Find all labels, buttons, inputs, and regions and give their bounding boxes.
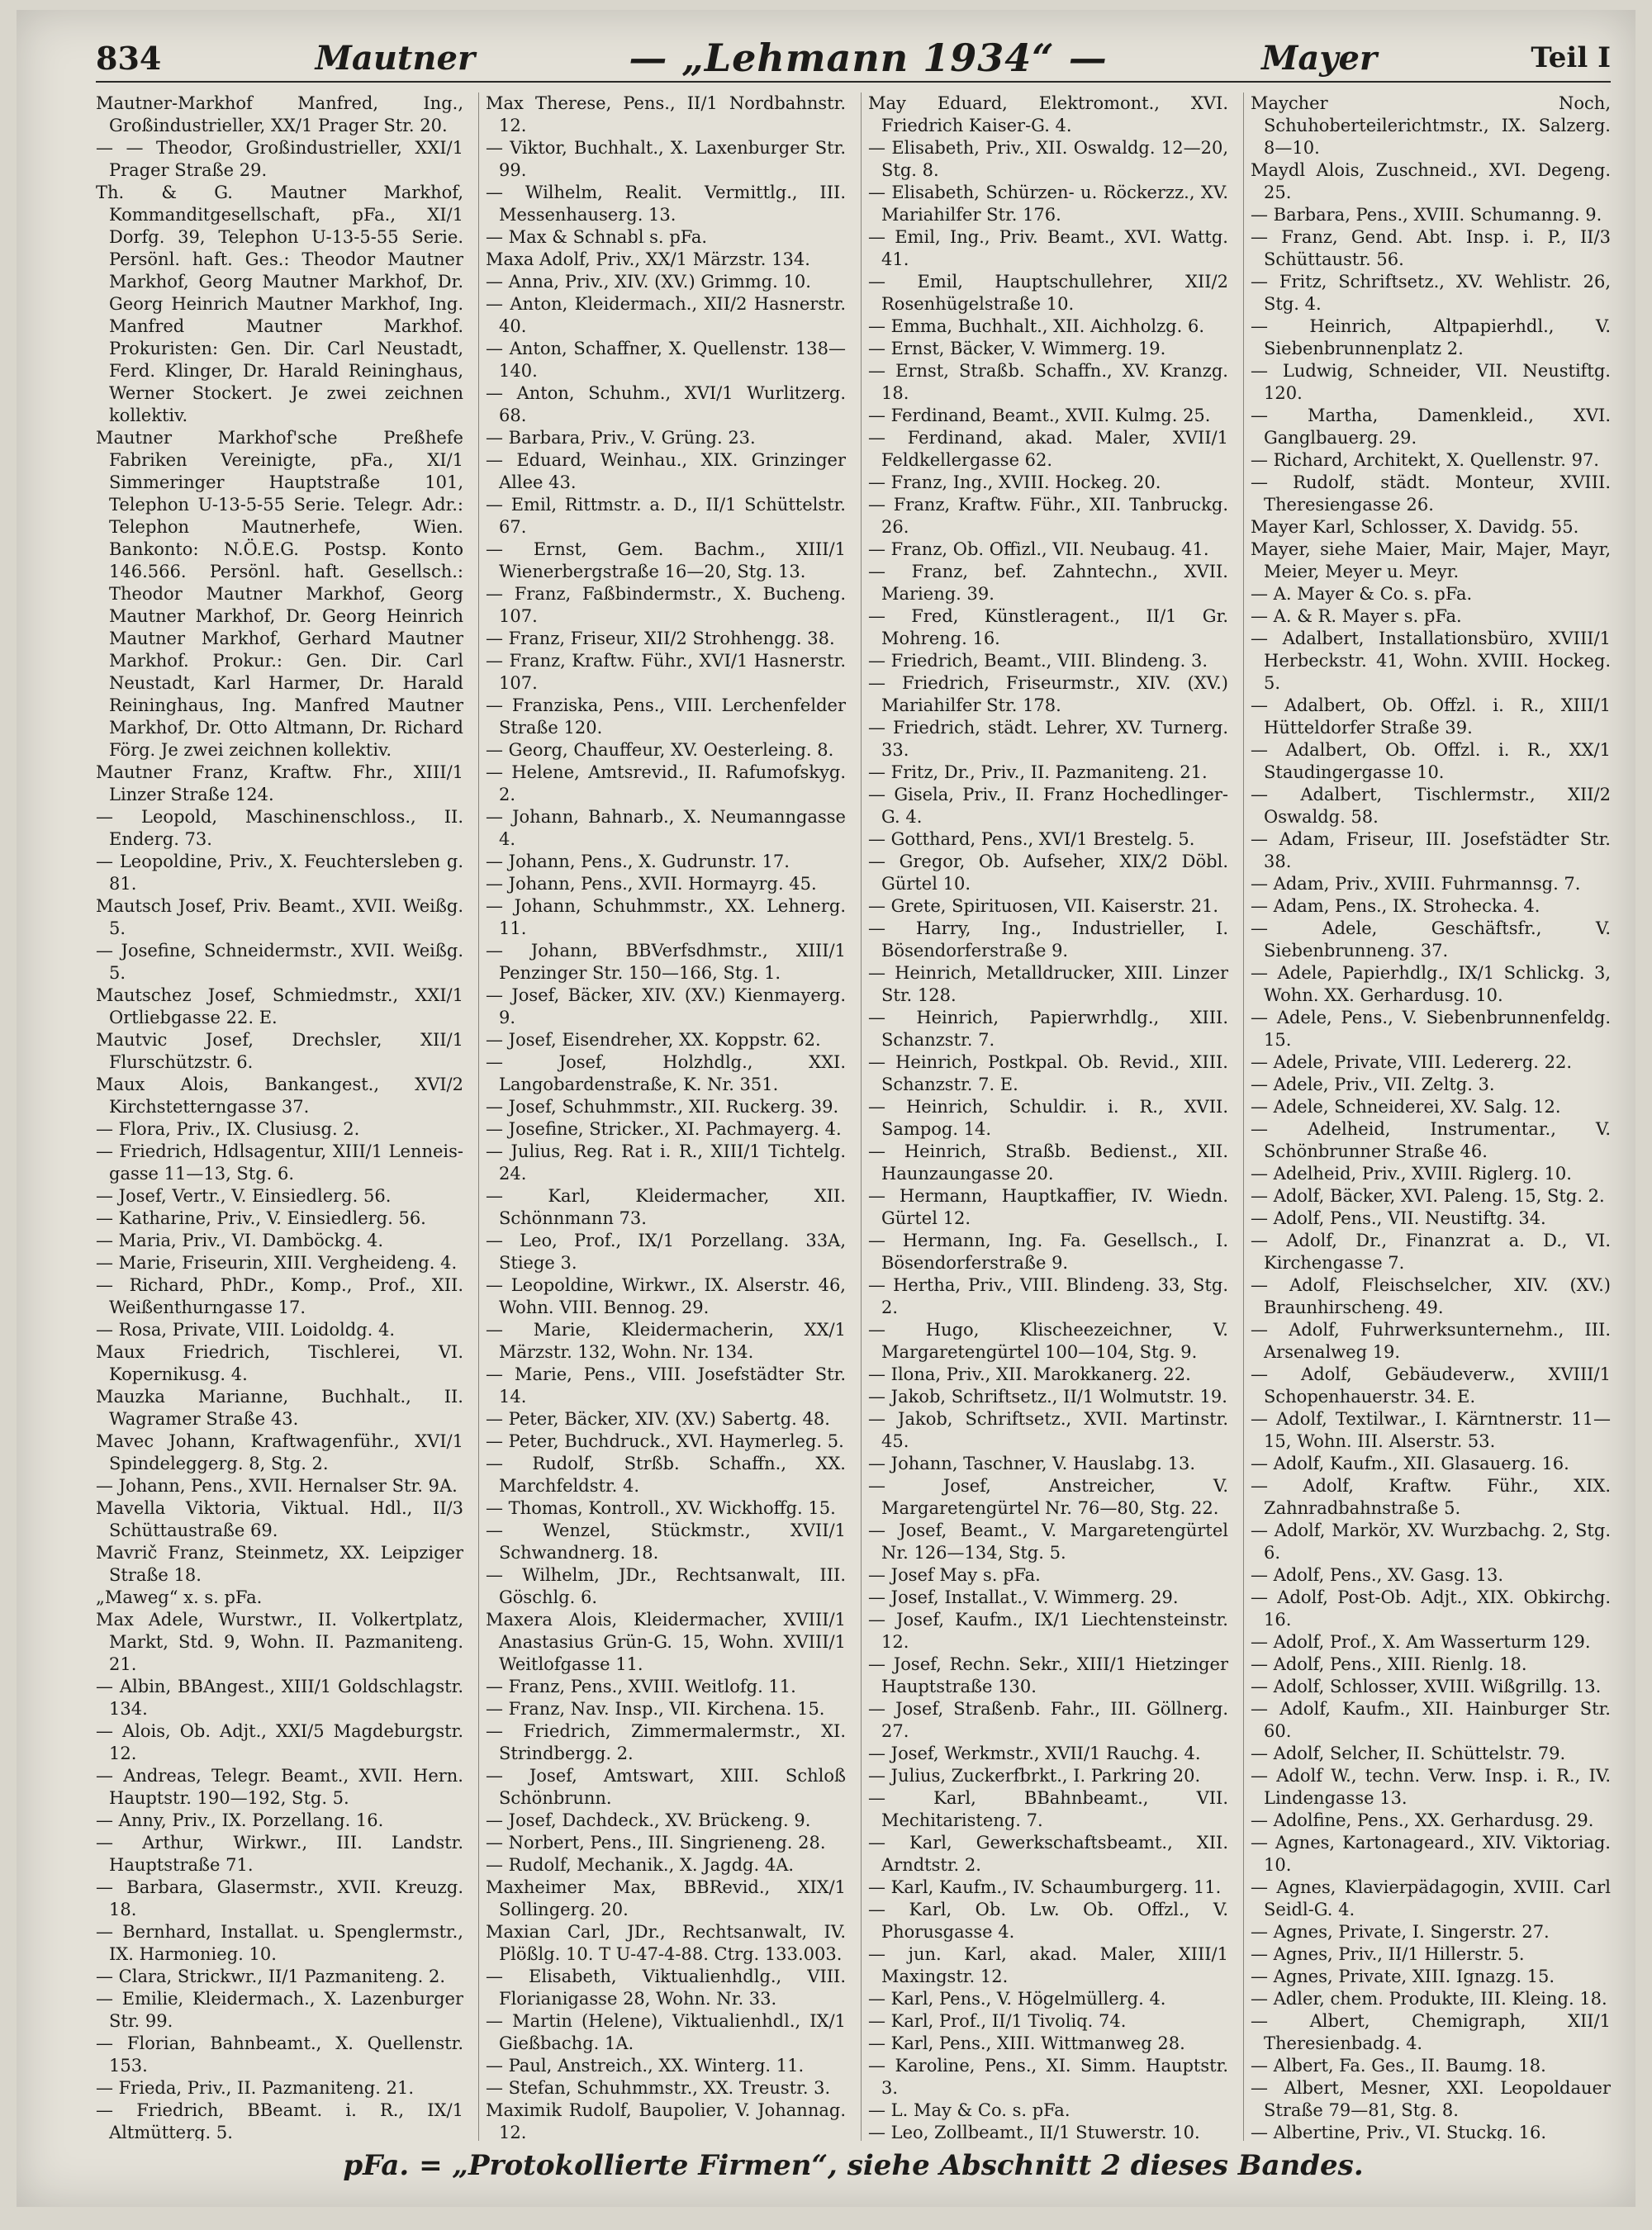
directory-entry: — Rudolf, städt. Monteur, XVIII. Theresiengasse 26. (1251, 472, 1611, 515)
directory-entry: — Josefine, Stricker., XI. Pachmayerg. 4. (486, 1119, 842, 1139)
column-4 (1243, 93, 1611, 2141)
column-1 (96, 93, 463, 2141)
directory-entry: — Karl, Pens., XIII. Wittmanweg 28. (868, 2033, 1185, 2053)
directory-entry: — Josef, Rechn. Sekr., XIII/1 Hietzinger Hauptstraße 130. (868, 1654, 1228, 1696)
directory-entry: — Johann, Pens., XVII. Hormayrg. 45. (486, 874, 817, 894)
directory-entry: — Anton, Schuhm., XVI/1 Wurlitzerg. 68. (486, 383, 846, 425)
directory-entry: — Adolf, Pens., VII. Neustiftg. 34. (1251, 1208, 1546, 1228)
directory-entry: — Adolf, Selcher, II. Schüttelstr. 79. (1251, 1744, 1566, 1763)
directory-entry: — Josef, Vertr., V. Einsiedlerg. 56. (96, 1186, 392, 1206)
directory-entry: — Richard, Architekt, X. Quellenstr. 97. (1251, 450, 1599, 470)
directory-entry: Mavec Johann, Kraftwagenführ., XVI/1 Spindeleggerg. 8, Stg. 2. (96, 1431, 463, 1473)
directory-entry: — Josef, Straßenb. Fahr., III. Göllnerg. 27. (868, 1699, 1228, 1741)
directory-entry: — Adolfine, Pens., XX. Gerhardusg. 29. (1251, 1810, 1594, 1830)
directory-entry: — Gregor, Ob. Aufseher, XIX/2 Döbl. Gürtel 10. (868, 852, 1228, 894)
directory-entry: — Adelheid, Priv., XVIII. Riglerg. 10. (1251, 1164, 1572, 1184)
directory-entry: — Peter, Bäcker, XIV. (XV.) Sabertg. 48. (486, 1409, 830, 1429)
column-2 (478, 93, 846, 2141)
directory-entry: — Franz, Ing., XVIII. Hockeg. 20. (868, 472, 1161, 492)
directory-entry: — Adele, Private, VIII. Ledererg. 22. (1251, 1052, 1573, 1072)
directory-entry: Maxera Alois, Kleidermacher, XVIII/1 Anastasius Grün-G. 15, Wohn. XVIII/1 Weitlofgasse 11. (486, 1610, 846, 1674)
directory-entry: Maxian Carl, JDr., Rechtsanwalt, IV. Plößlg. 10. T U-47-4-88. Ctrg. 133.003. (486, 1922, 846, 1964)
directory-entry: — Adolf, Fuhrwerksunternehm., III. Arsenalweg 19. (1251, 1320, 1611, 1362)
directory-entry: Th. & G. Mautner Markhof, Kommanditgesellschaft, pFa., XI/1 Dorfg. 39, Telephon U-13-5-55 Serie. Persönl. haft. Ges.: Theodor Mautner Markhof, Georg Mautner Markhof, Dr. Georg Heinrich Mautner Markhof, Ing. Manfred Mautner Markhof. Prokuristen: Gen. Dir. Carl Neustadt, Ferd. Klinger, Dr. Harald Reininghaus, Werner Stockert. Je zwei zeichnen kollektiv. (96, 183, 463, 425)
directory-entry: — A. & R. Mayer s. pFa. (1251, 606, 1462, 626)
directory-entry: — Karl, Prof., II/1 Tivoliq. 74. (868, 2011, 1127, 2031)
directory-entry: — Barbara, Glasermstr., XVII. Kreuzg. 18. (96, 1877, 463, 1919)
directory-entry: Maxheimer Max, BBRevid., XIX/1 Sollingerg. 20. (486, 1877, 846, 1919)
directory-entry: — Franz, Faßbindermstr., X. Bucheng. 107. (486, 584, 846, 626)
directory-entry: Maydl Alois, Zuschneid., XVI. Degeng. 25. (1251, 160, 1611, 202)
directory-entry: — Anna, Priv., XIV. (XV.) Grimmg. 10. (486, 272, 811, 292)
directory-entry: — Josef, Dachdeck., XV. Brückeng. 9. (486, 1810, 811, 1830)
directory-entry: — Barbara, Priv., V. Grüng. 23. (486, 428, 756, 448)
directory-entry: — Hermann, Ing. Fa. Gesellsch., I. Bösendorferstraße 9. (868, 1231, 1228, 1273)
directory-entry: — Fritz, Dr., Priv., II. Pazmaniteng. 21. (868, 762, 1208, 782)
directory-entry: — Franz, Nav. Insp., VII. Kirchena. 15. (486, 1699, 825, 1719)
header-right-word: Mayer (1261, 38, 1378, 78)
directory-entry: — Karl, Gewerkschaftsbeamt., XII. Arndtstr. 2. (868, 1833, 1228, 1875)
directory-entry: — Franz, bef. Zahntechn., XVII. Marieng. 39. (868, 562, 1228, 604)
directory-entry: — Ferdinand, Beamt., XVII. Kulmg. 25. (868, 406, 1211, 425)
directory-entry: — Emilie, Kleidermach., X. Lazenburger Str. 99. (96, 1989, 463, 2031)
directory-entry: — Adolf, Gebäudeverw., XVIII/1 Schopenhauerstr. 34. E. (1251, 1364, 1611, 1407)
directory-entry: — Adalbert, Installationsbüro, XVIII/1 Herbeckstr. 41, Wohn. XVIII. Hockeg. 5. (1251, 629, 1611, 693)
directory-entry: — Ilona, Priv., XII. Marokkanerg. 22. (868, 1364, 1191, 1384)
directory-entry: — Fred, Künstleragent., II/1 Gr. Mohreng. 16. (868, 606, 1228, 648)
directory-entry: — Karoline, Pens., XI. Simm. Hauptstr. 3. (868, 2056, 1228, 2098)
directory-entry: — Julius, Zuckerfbrkt., I. Parkring 20. (868, 1766, 1201, 1786)
directory-entry: — Ernst, Gem. Bachm., XIII/1 Wienerbergstraße 16—20, Stg. 13. (486, 539, 846, 581)
directory-entry: — Anton, Kleidermach., XII/2 Hasnerstr. 40. (486, 294, 846, 336)
directory-entry: — Norbert, Pens., III. Singrieneng. 28. (486, 1833, 826, 1853)
directory-entry: — Leo, Zollbeamt., II/1 Stuwerstr. 10. (868, 2123, 1200, 2141)
directory-entry: — Adolf, Textilwar., I. Kärntnerstr. 11—15, Wohn. III. Alserstr. 53. (1251, 1409, 1611, 1451)
directory-entry: — Leopoldine, Wirkwr., IX. Alserstr. 46, Wohn. VIII. Bennog. 29. (486, 1275, 846, 1317)
directory-entry: — Heinrich, Schuldir. i. R., XVII. Sampog. 14. (868, 1097, 1228, 1139)
directory-entry: — Karl, BBahnbeamt., VII. Mechitaristeng. 7. (868, 1788, 1228, 1830)
directory-entry: — Marie, Pens., VIII. Josefstädter Str. 14. (486, 1364, 846, 1407)
directory-entry: — Friedrich, Hdlsagentur, XIII/1 Lenneisgasse 11—13, Stg. 6. (96, 1141, 463, 1184)
directory-entry: Maycher Noch, Schuhoberteilerichtmstr., IX. Salzerg. 8—10. (1251, 93, 1611, 158)
directory-entry: — Josef, Installat., V. Wimmerg. 29. (868, 1587, 1179, 1607)
directory-entry: — Thomas, Kontroll., XV. Wickhoffg. 15. (486, 1498, 836, 1518)
directory-entry: — Marie, Kleidermacherin, XX/1 Märzstr. 132, Wohn. Nr. 134. (486, 1320, 846, 1362)
directory-entry: — Adalbert, Ob. Offzl. i. R., XX/1 Staudingergasse 10. (1251, 740, 1611, 782)
directory-entry: — Adolf, Prof., X. Am Wasserturm 129. (1251, 1632, 1591, 1652)
directory-entry: — Karl, Kaufm., IV. Schaumburgerg. 11. (868, 1877, 1222, 1897)
directory-entry: — Karl, Pens., V. Högelmüllerg. 4. (868, 1989, 1166, 2009)
directory-entry: — Frieda, Priv., II. Pazmaniteng. 21. (96, 2078, 414, 2098)
directory-entry: — L. May & Co. s. pFa. (868, 2100, 1070, 2120)
directory-entry: — — Theodor, Großindustrieller, XXI/1 Prager Straße 29. (96, 138, 463, 180)
directory-entry: — Josef, Holzhdlg., XXI. Langobardenstraße, K. Nr. 351. (486, 1052, 846, 1094)
directory-entry: — Leopoldine, Priv., X. Feuchtersleben g. 81. (96, 852, 463, 894)
directory-entry: — Franziska, Pens., VIII. Lerchenfelder Straße 120. (486, 695, 846, 738)
directory-entry: — Johann, BBVerfsdhmstr., XIII/1 Penzinger Str. 150—166, Stg. 1. (486, 941, 846, 983)
directory-entry: Maux Friedrich, Tischlerei, VI. Kopernikusg. 4. (96, 1342, 463, 1384)
directory-entry: Mavrič Franz, Steinmetz, XX. Leipziger Straße 18. (96, 1543, 463, 1585)
directory-entry: — Heinrich, Straßb. Bedienst., XII. Haunzaungasse 20. (868, 1141, 1228, 1184)
directory-entry: — Wilhelm, JDr., Rechtsanwalt, III. Göschlg. 6. (486, 1565, 846, 1607)
directory-entry: — Josef, Amtswart, XIII. Schloß Schönbrunn. (486, 1766, 846, 1808)
directory-entry: — Martha, Damenkleid., XVI. Ganglbauerg. 29. (1251, 406, 1611, 448)
directory-entry: Maximik Rudolf, Baupolier, V. Johannag. 12. (486, 2100, 846, 2141)
directory-entry: — Josef, Eisendreher, XX. Koppstr. 62. (486, 1030, 821, 1050)
directory-entry: — jun. Karl, akad. Maler, XIII/1 Maxingstr. 12. (868, 1944, 1228, 1986)
directory-entry: — Maria, Priv., VI. Damböckg. 4. (96, 1231, 384, 1250)
directory-entry: — Adele, Priv., VII. Zeltg. 3. (1251, 1075, 1495, 1094)
directory-entry: — Agnes, Klavierpädagogin, XVIII. Carl Seidl-G. 4. (1251, 1877, 1611, 1919)
directory-entry: — Albert, Fa. Ges., II. Baumg. 18. (1251, 2056, 1546, 2076)
directory-entry: Max Adele, Wurstwr., II. Volkertplatz, Markt, Std. 9, Wohn. II. Pazmaniteng. 21. (96, 1610, 463, 1674)
directory-entry: — Josef, Beamt., V. Margaretengürtel Nr. 126—134, Stg. 5. (868, 1521, 1228, 1563)
directory-entry: — Josef, Schuhmmstr., XII. Ruckerg. 39. (486, 1097, 839, 1117)
directory-entry: — Emil, Ing., Priv. Beamt., XVI. Wattg. 41. (868, 227, 1228, 269)
directory-entry: — Hertha, Priv., VIII. Blindeng. 33, Stg. 2. (868, 1275, 1228, 1317)
directory-entry: — Adele, Pens., V. Siebenbrunnenfeldg. 15. (1251, 1008, 1611, 1050)
directory-entry: — Johann, Taschner, V. Hauslabg. 13. (868, 1454, 1196, 1473)
directory-entry: — Adalbert, Tischlermstr., XII/2 Oswaldg. 58. (1251, 785, 1611, 827)
directory-entry: — Johann, Schuhmmstr., XX. Lehnerg. 11. (486, 896, 846, 938)
directory-entry: — Adam, Priv., XVIII. Fuhrmannsg. 7. (1251, 874, 1581, 894)
directory-entry: — Gisela, Priv., II. Franz Hochedlinger-G. 4. (868, 785, 1228, 827)
directory-entry: — Adolf, Schlosser, XVIII. Wißgrillg. 13. (1251, 1677, 1602, 1696)
directory-entry: — Adolf, Pens., XIII. Rienlg. 18. (1251, 1654, 1527, 1674)
directory-entry: — Peter, Buchdruck., XVI. Haymerleg. 5. (486, 1431, 844, 1451)
directory-entry: — Adele, Papierhdlg., IX/1 Schlickg. 3, Wohn. XX. Gerhardusg. 10. (1251, 963, 1611, 1005)
directory-entry: — Johann, Pens., X. Gudrunstr. 17. (486, 852, 790, 871)
directory-entry: — Martin (Helene), Viktualienhdl., IX/1 Gießbachg. 1A. (486, 2011, 846, 2053)
directory-entry: — Albert, Mesner, XXI. Leopoldauer Straße 79—81, Stg. 8. (1251, 2078, 1611, 2120)
directory-entry: — Adolf, Post-Ob. Adjt., XIX. Obkirchg. 16. (1251, 1587, 1611, 1630)
directory-entry: — Ernst, Bäcker, V. Wimmerg. 19. (868, 339, 1166, 358)
directory-entry: Mautschez Josef, Schmiedmstr., XXI/1 Ortliebgasse 22. E. (96, 985, 463, 1027)
directory-entry: — Ferdinand, akad. Maler, XVII/1 Feldkellergasse 62. (868, 428, 1228, 470)
directory-entry: — Josef, Kaufm., IX/1 Liechtensteinstr. 12. (868, 1610, 1228, 1652)
directory-entry: — Alois, Ob. Adjt., XXI/5 Magdeburgstr. 12. (96, 1721, 463, 1763)
directory-entry: — Eduard, Weinhau., XIX. Grinzinger Allee 43. (486, 450, 846, 492)
directory-entry: — Fritz, Schriftsetz., XV. Wehlistr. 26, Stg. 4. (1251, 272, 1611, 314)
directory-page (17, 10, 1635, 2207)
directory-entry: — Hugo, Klischeezeichner, V. Margaretengürtel 100—104, Stg. 9. (868, 1320, 1228, 1362)
directory-entry: — Stefan, Schuhmmstr., XX. Treustr. 3. (486, 2078, 831, 2098)
directory-entry: — Heinrich, Metalldrucker, XIII. Linzer Str. 128. (868, 963, 1228, 1005)
directory-entry: — Arthur, Wirkwr., III. Landstr. Hauptstraße 71. (96, 1833, 463, 1875)
directory-entry: — Josef, Bäcker, XIV. (XV.) Kienmayerg. 9. (486, 985, 846, 1027)
directory-entry: — Adolf, Kaufm., XII. Hainburger Str. 60. (1251, 1699, 1611, 1741)
directory-entry: — Anny, Priv., IX. Porzellang. 16. (96, 1810, 384, 1830)
directory-entry: — Franz, Pens., XVIII. Weitlofg. 11. (486, 1677, 796, 1696)
directory-entry: — Richard, PhDr., Komp., Prof., XII. Weißenthurngasse 17. (96, 1275, 463, 1317)
directory-entry: — Florian, Bahnbeamt., X. Quellenstr. 153. (96, 2033, 463, 2076)
directory-entry: — Viktor, Buchhalt., X. Laxenburger Str. 99. (486, 138, 846, 180)
directory-entry: „Maweg“ x. s. pFa. (96, 1587, 263, 1607)
directory-entry: — Friedrich, Friseurmstr., XIV. (XV.) Mariahilfer Str. 178. (868, 673, 1228, 715)
directory-entry: — Jakob, Schriftsetz., II/1 Wolmutstr. 19. (868, 1387, 1227, 1407)
directory-entry: — Adelheid, Instrumentar., V. Schönbrunner Straße 46. (1251, 1119, 1611, 1161)
directory-entry: Mayer Karl, Schlosser, X. Davidg. 55. (1251, 517, 1579, 537)
directory-entry: — Gotthard, Pens., XVI/1 Brestelg. 5. (868, 829, 1195, 849)
directory-entry: — Bernhard, Installat. u. Spenglermstr., IX. Harmonieg. 10. (96, 1922, 463, 1964)
page-number: 834 (96, 39, 162, 77)
directory-entry: — Leo, Prof., IX/1 Porzellang. 33A, Stiege 3. (486, 1231, 846, 1273)
directory-entry: Mautvic Josef, Drechsler, XII/1 Flurschützstr. 6. (96, 1030, 463, 1072)
directory-entry: Mautner Franz, Kraftw. Fhr., XIII/1 Linzer Straße 124. (96, 762, 463, 804)
directory-entry: — Franz, Kraftw. Führ., XII. Tanbruckg. 26. (868, 495, 1228, 537)
directory-entry: — Johann, Bahnarb., X. Neumanngasse 4. (486, 807, 846, 849)
directory-entry: — Albert, Chemigraph, XII/1 Theresienbadg. 4. (1251, 2011, 1611, 2053)
directory-entry: — Josef, Werkmstr., XVII/1 Rauchg. 4. (868, 1744, 1201, 1763)
directory-entry: — Agnes, Private, I. Singerstr. 27. (1251, 1922, 1550, 1942)
directory-entry: — Helene, Amtsrevid., II. Rafumofskyg. 2. (486, 762, 846, 804)
directory-entry: — Adolf, Pens., XV. Gasg. 13. (1251, 1565, 1504, 1585)
directory-entry: — Albertine, Priv., VI. Stuckg. 16. (1251, 2123, 1547, 2141)
directory-entry: — Marie, Friseurin, XIII. Vergheideng. 4. (96, 1253, 458, 1273)
directory-entry: — Josef May s. pFa. (868, 1565, 1041, 1585)
directory-entry: — Emma, Buchhalt., XII. Aichholzg. 6. (868, 316, 1205, 336)
directory-entry: — Paul, Anstreich., XX. Winterg. 11. (486, 2056, 805, 2076)
directory-entry: — Karl, Kleidermacher, XII. Schönnmann 73. (486, 1186, 846, 1228)
directory-entry: Mavella Viktoria, Viktual. Hdl., II/3 Schüttaustraße 69. (96, 1498, 463, 1540)
header-part: Teil I (1531, 41, 1611, 74)
directory-entry: — Ludwig, Schneider, VII. Neustiftg. 120. (1251, 361, 1611, 403)
directory-entry: Max Therese, Pens., II/1 Nordbahnstr. 12. (486, 93, 846, 135)
directory-entry: — Franz, Kraftw. Führ., XVI/1 Hasnerstr. 107. (486, 651, 846, 693)
directory-entry: — A. Mayer & Co. s. pFa. (1251, 584, 1473, 604)
directory-entry: Mayer, siehe Maier, Mair, Majer, Mayr, Meier, Meyer u. Meyr. (1251, 539, 1611, 581)
directory-entry: — Adolf, Kraftw. Führ., XIX. Zahnradbahnstraße 5. (1251, 1476, 1611, 1518)
directory-columns (96, 93, 1611, 2141)
directory-entry: — Emil, Hauptschullehrer, XII/2 Rosenhügelstraße 10. (868, 272, 1228, 314)
page-footer: pFa. = „Protokollierte Firmen“, siehe Abschnitt 2 dieses Bandes. (343, 2149, 1364, 2182)
directory-entry: — Georg, Chauffeur, XV. Oesterleing. 8. (486, 740, 834, 760)
page-header (96, 35, 1611, 83)
directory-entry: — Rosa, Private, VIII. Loidoldg. 4. (96, 1320, 396, 1340)
directory-entry: — Friedrich, BBeamt. i. R., IX/1 Altmütterg. 5. (96, 2100, 463, 2141)
directory-entry: — Grete, Spirituosen, VII. Kaiserstr. 21. (868, 896, 1219, 916)
directory-entry: Mauzka Marianne, Buchhalt., II. Wagramer Straße 43. (96, 1387, 463, 1429)
directory-entry: — Agnes, Priv., II/1 Hillerstr. 5. (1251, 1944, 1525, 1964)
directory-entry: — Adler, chem. Produkte, III. Kleing. 18. (1251, 1989, 1607, 2009)
directory-entry: — Adele, Schneiderei, XV. Salg. 12. (1251, 1097, 1561, 1117)
directory-entry: Mautner Markhof'sche Preßhefe Fabriken Vereinigte, pFa., XI/1 Simmeringer Hauptstraße 101, Telephon U-13-5-55 Serie. Telegr. Adr.: Telephon Mautnerhefe, Wien. Bankonto: N.Ö.E.G. Postsp. Konto 146.566. Persönl. haft. Gesellsch.: Theodor Mautner Markhof, Georg Mautner Markhof, Dr. Georg Heinrich Mautner Markhof, Gerhard Mautner Markhof. Prokur.: Gen. Dir. Carl Neustadt, Karl Harmer, Dr. Harald Reininghaus, Ing. Manfred Mautner Markhof, Dr. Otto Altmann, Dr. Richard Förg. Je zwei zeichnen kollektiv. (96, 428, 463, 760)
directory-entry: — Clara, Strickwr., II/1 Pazmaniteng. 2. (96, 1967, 446, 1986)
directory-entry: — Wilhelm, Realit. Vermittlg., III. Messenhauserg. 13. (486, 183, 846, 225)
column-3 (861, 93, 1228, 2141)
header-title: — „Lehmann 1934“ — (629, 36, 1108, 80)
directory-entry: — Adele, Geschäftsfr., V. Siebenbrunneng. 37. (1251, 918, 1611, 961)
directory-entry: — Heinrich, Postkpal. Ob. Revid., XIII. Schanzstr. 7. E. (868, 1052, 1228, 1094)
directory-entry: — Harry, Ing., Industrieller, I. Bösendorferstraße 9. (868, 918, 1228, 961)
directory-entry: — Barbara, Pens., XVIII. Schumanng. 9. (1251, 205, 1602, 225)
directory-entry: — Andreas, Telegr. Beamt., XVII. Hern. Hauptstr. 190—192, Stg. 5. (96, 1766, 463, 1808)
directory-entry: — Agnes, Kartonageard., XIV. Viktoriag. 10. (1251, 1833, 1611, 1875)
directory-entry: — Emil, Rittmstr. a. D., II/1 Schüttelstr. 67. (486, 495, 846, 537)
directory-entry: — Adolf, Kaufm., XII. Glasauerg. 16. (1251, 1454, 1569, 1473)
directory-entry: — Josefine, Schneidermstr., XVII. Weißg. 5. (96, 941, 463, 983)
directory-entry: — Agnes, Private, XIII. Ignazg. 15. (1251, 1967, 1555, 1986)
directory-entry: — Franz, Gend. Abt. Insp. i. P., II/3 Schüttaustr. 56. (1251, 227, 1611, 269)
directory-entry: — Hermann, Hauptkaffier, IV. Wiedn. Gürtel 12. (868, 1186, 1228, 1228)
directory-entry: — Adam, Pens., IX. Strohecka. 4. (1251, 896, 1540, 916)
directory-entry: — Rudolf, Mechanik., X. Jagdg. 4A. (486, 1855, 795, 1875)
directory-entry: — Franz, Friseur, XII/2 Strohhengg. 38. (486, 629, 835, 648)
directory-entry: — Josef, Anstreicher, V. Margaretengürtel Nr. 76—80, Stg. 22. (868, 1476, 1228, 1518)
directory-entry: — Adolf, Dr., Finanzrat a. D., VI. Kirchengasse 7. (1251, 1231, 1611, 1273)
directory-entry: — Elisabeth, Priv., XII. Oswaldg. 12—20, Stg. 8. (868, 138, 1228, 180)
directory-entry: Maux Alois, Bankangest., XVI/2 Kirchstetterngasse 37. (96, 1075, 463, 1117)
directory-entry: — Johann, Pens., XVII. Hernalser Str. 9A. (96, 1476, 458, 1496)
directory-entry: — Albin, BBAngest., XIII/1 Goldschlagstr. 134. (96, 1677, 463, 1719)
directory-entry: Maxa Adolf, Priv., XX/1 Märzstr. 134. (486, 249, 810, 269)
directory-entry: — Wenzel, Stückmstr., XVII/1 Schwandnerg. 18. (486, 1521, 846, 1563)
directory-entry: — Flora, Priv., IX. Clusiusg. 2. (96, 1119, 360, 1139)
directory-entry: — Adolf, Fleischselcher, XIV. (XV.) Braunhirscheng. 49. (1251, 1275, 1611, 1317)
directory-entry: — Adolf W., techn. Verw. Insp. i. R., IV. Lindengasse 13. (1251, 1766, 1611, 1808)
directory-entry: May Eduard, Elektromont., XVI. Friedrich Kaiser-G. 4. (868, 93, 1228, 135)
directory-entry: — Leopold, Maschinenschloss., II. Enderg. 73. (96, 807, 463, 849)
directory-entry: — Friedrich, städt. Lehrer, XV. Turnerg. 33. (868, 718, 1228, 760)
directory-entry: — Heinrich, Altpapierhdl., V. Siebenbrunnenplatz 2. (1251, 316, 1611, 358)
directory-entry: — Katharine, Priv., V. Einsiedlerg. 56. (96, 1208, 426, 1228)
directory-entry: — Anton, Schaffner, X. Quellenstr. 138—140. (486, 339, 846, 381)
directory-entry: — Friedrich, Beamt., VIII. Blindeng. 3. (868, 651, 1208, 671)
directory-entry: — Adalbert, Ob. Offzl. i. R., XIII/1 Hütteldorfer Straße 39. (1251, 695, 1611, 738)
directory-entry: — Friedrich, Zimmermalermstr., XI. Strindbergg. 2. (486, 1721, 846, 1763)
directory-entry: Mautner-Markhof Manfred, Ing., Großindustrieller, XX/1 Prager Str. 20. (96, 93, 463, 135)
directory-entry: — Adolf, Bäcker, XVI. Paleng. 15, Stg. 2. (1251, 1186, 1605, 1206)
directory-entry: — Jakob, Schriftsetz., XVII. Martinstr. 45. (868, 1409, 1228, 1451)
header-left-word: Mautner (315, 38, 476, 78)
directory-entry: — Rudolf, Strßb. Schaffn., XX. Marchfeldstr. 4. (486, 1454, 846, 1496)
directory-entry: — Franz, Ob. Offizl., VII. Neubaug. 41. (868, 539, 1209, 559)
directory-entry: — Adolf, Markör, XV. Wurzbachg. 2, Stg. 6. (1251, 1521, 1611, 1563)
directory-entry: — Julius, Reg. Rat i. R., XIII/1 Tichtelg. 24. (486, 1141, 846, 1184)
directory-entry: — Ernst, Straßb. Schaffn., XV. Kranzg. 18. (868, 361, 1228, 403)
directory-entry: — Elisabeth, Viktualienhdlg., VIII. Florianigasse 28, Wohn. Nr. 33. (486, 1967, 846, 2009)
directory-entry: — Elisabeth, Schürzen- u. Röckerzz., XV. Mariahilfer Str. 176. (868, 183, 1228, 225)
directory-entry: — Heinrich, Papierwrhdlg., XIII. Schanzstr. 7. (868, 1008, 1228, 1050)
directory-entry: Mautsch Josef, Priv. Beamt., XVII. Weißg. 5. (96, 896, 463, 938)
directory-entry: — Max & Schnabl s. pFa. (486, 227, 708, 247)
directory-entry: — Adam, Friseur, III. Josefstädter Str. 38. (1251, 829, 1611, 871)
directory-entry: — Karl, Ob. Lw. Ob. Offzl., V. Phorusgasse 4. (868, 1900, 1228, 1942)
